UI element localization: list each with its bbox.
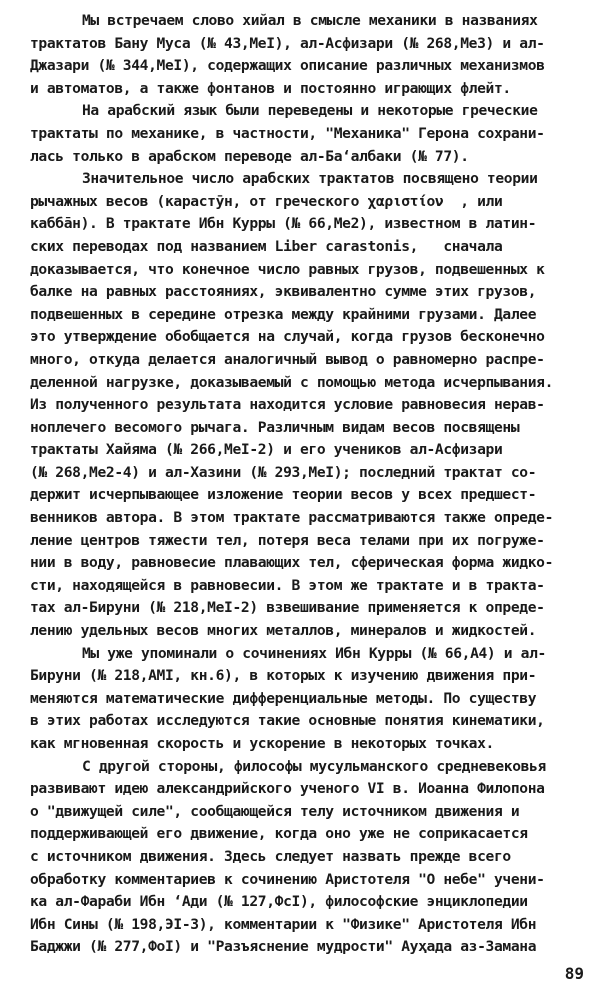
text-line: как мгновенная скорость и ускорение в некоторых точках.	[30, 735, 494, 752]
text-line: лась только в арабском переводе ал-Ба‘албаки (№ 77).	[30, 147, 469, 165]
text-line: Ибн Сины (№ 198,ЭI-3), комментарии к "Физике" Аристотеля Ибн	[30, 915, 537, 933]
text-line: поддерживающей его движение, когда оно уже не соприкасается	[30, 825, 528, 843]
text-line: трактатов Бану Муса (№ 43,МеI), ал-Асфизари (№ 268,Ме3) и ал-	[30, 34, 545, 52]
text-line: ка ал-Фараби Ибн ‘Ади (№ 127,ФсI), философские энциклопедии	[30, 893, 528, 911]
page-number: 89	[564, 964, 584, 983]
text-line: Значительное число арабских трактатов посвящено теории	[82, 170, 538, 188]
document-page	[30, 10, 590, 959]
text-line: (№ 268,Ме2-4) и ал-Хазини (№ 293,МеI); последний трактат со-	[30, 463, 537, 481]
text-line: подвешенных в середине отрезка между крайними грузами. Далее	[30, 305, 537, 323]
text-line: о "движущей силе", сообщающейся телу источником движения и	[30, 802, 520, 820]
text-line: Баджжи (№ 277,ФоI) и "Разъяснение мудрости" Ауҳада аз-Замана	[30, 938, 537, 956]
text-line: Мы встречаем слово хийал в смысле механики в названиях	[82, 12, 538, 29]
text-line: трактаты Хайяма (№ 266,МеI-2) и его учеников ал-Асфизари	[30, 441, 503, 459]
text-line: меняются математические дифференциальные методы. По существу	[30, 689, 537, 707]
text-line: Джазари (№ 344,МеI), содержащих описание различных механизмов	[30, 57, 545, 75]
text-line: и автоматов, а также фонтанов и постоянно играющих флейт.	[30, 79, 511, 97]
text-line: тах ал-Бируни (№ 218,МеI-2) взвешивание применяется к опреде-	[30, 599, 545, 617]
text-line: развивают идею александрийского ученого VI в. Иоанна Филопона	[30, 780, 545, 798]
text-line: Из полученного результата находится условие равновесия нерав-	[30, 396, 545, 414]
text-line: обработку комментариев к сочинению Аристотеля "О небе" учени-	[30, 870, 545, 888]
text-line: деленной нагрузке, доказываемый с помощью метода исчерпывания.	[30, 373, 554, 391]
text-line: держит исчерпывающее изложение теории весов у всех предшест-	[30, 486, 537, 504]
text-line: нии в воду, равновесие плавающих тел, сферическая форма жидко-	[30, 554, 554, 572]
text-line: Мы уже упоминали о сочинениях Ибн Курры (№ 66,А4) и ал-	[82, 644, 546, 662]
text-line: Бируни (№ 218,АМI, кн.6), в которых к изучению движения при-	[30, 667, 537, 685]
text-line: доказывается, что конечное число равных грузов, подвешенных к	[30, 260, 545, 278]
text-line: в этих работах исследуются такие основные понятия кинематики,	[30, 712, 545, 730]
text-line: венников автора. В этом трактате рассматриваются также опреде-	[30, 509, 554, 527]
text-line: рычажных весов (карастӯн, от греческого χαριστίον , или	[30, 192, 503, 210]
text-line: с источником движения. Здесь следует назвать прежде всего	[30, 847, 511, 865]
text-line: ление центров тяжести тел, потеря веса телами при их погруже-	[30, 531, 545, 549]
text-line: На арабский язык были переведены и некоторые греческие	[82, 102, 538, 120]
text-line: это утверждение обобщается на случай, когда грузов бесконечно	[30, 328, 545, 346]
text-line: балке на равных расстояниях, эквивалентно сумме этих грузов,	[30, 283, 537, 301]
text-line: трактаты по механике, в частности, "Механика" Герона сохрани-	[30, 124, 545, 142]
text-line: сти, находящейся в равновесии. В этом же трактате и в тракта-	[30, 576, 545, 594]
text-line: каббāн). В трактате Ибн Курры (№ 66,Ме2), известном в латин-	[30, 215, 537, 233]
text-line: лению удельных весов многих металлов, минералов и жидкостей.	[30, 622, 537, 640]
body-text	[30, 10, 590, 959]
text-line: ноплечего весомого рычага. Различным видам весов посвящены	[30, 418, 520, 436]
text-line: С другой стороны, философы мусульманского средневековья	[82, 757, 546, 775]
text-line: много, откуда делается аналогичный вывод о равномерно распре-	[30, 350, 545, 368]
text-line: ских переводах под названием Liber carastonis, сначала	[30, 237, 503, 255]
